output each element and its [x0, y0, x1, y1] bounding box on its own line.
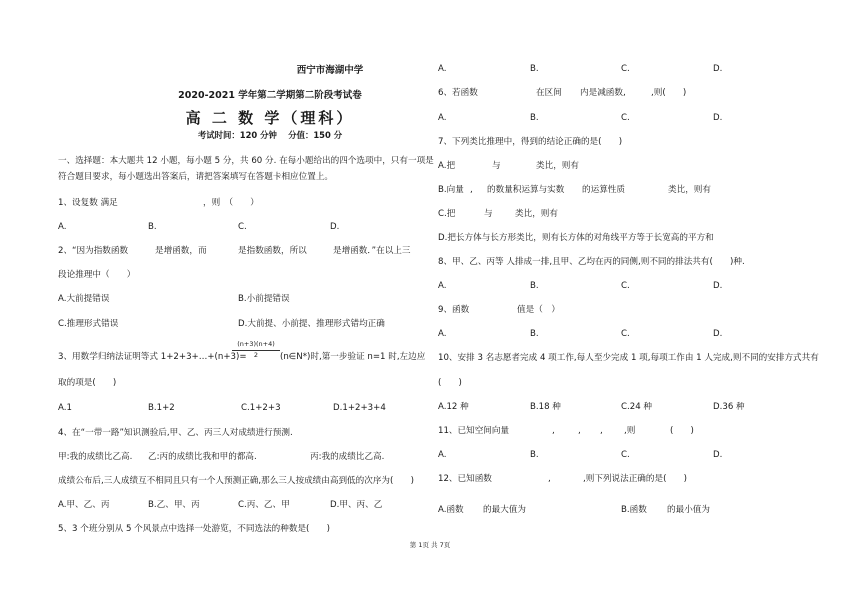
- q5-option-c: C.: [621, 64, 630, 74]
- q9-part1: 9、函数: [438, 305, 470, 315]
- q4-option-b: B.乙、甲、丙: [148, 500, 200, 510]
- q8-option-a: A.: [438, 281, 447, 291]
- q10-option-c: C.24 种: [621, 402, 652, 412]
- q4-line2-part1: 甲:我的成绩比乙高.: [58, 452, 133, 462]
- q7-option-b-part1: B.向量: [438, 185, 464, 195]
- q12-part2: ,: [548, 474, 551, 484]
- q5-option-d: D.: [713, 64, 723, 74]
- exam-title: 2020-2021 学年第二学期第二阶段考试卷: [178, 90, 362, 101]
- q5-option-a: A.: [438, 64, 447, 74]
- q1-option-b: B.: [148, 222, 157, 232]
- q7-option-c-part2: 与: [484, 209, 493, 219]
- q1-option-a: A.: [58, 222, 67, 232]
- exam-info: 考试时间：120 分钟 分值：150 分: [197, 130, 343, 140]
- q6-part2: 在区间: [536, 88, 562, 98]
- q3-option-d: D.1+2+3+4: [333, 403, 386, 413]
- q2-line1-part1: 2、“因为指数函数: [58, 246, 129, 256]
- q8-option-d: D.: [713, 281, 723, 291]
- section-intro-line2: 符合题目要求，每小题选出答案后，请把答案填写在答题卡相应位置上。: [58, 172, 334, 182]
- q3-option-b: B.1+2: [148, 403, 175, 413]
- q6-part4: ,则( ): [651, 88, 687, 98]
- q12-option-a-part2: 的最大值为: [483, 505, 526, 515]
- q11-option-c: C.: [621, 450, 630, 460]
- q12-option-a-part1: A.函数: [438, 505, 464, 515]
- q10-option-d: D.36 种: [713, 402, 745, 412]
- q4-option-a: A.甲、乙、丙: [58, 500, 110, 510]
- q11-option-b: B.: [530, 450, 539, 460]
- q12-option-b-part2: 的最小值为: [667, 505, 710, 515]
- q9-part2: 值是（ ）: [517, 305, 560, 315]
- q7-option-d: D.把长方体与长方形类比，则有长方体的对角线平方等于长宽高的平方和: [438, 233, 714, 243]
- q1-option-d: D.: [330, 222, 340, 232]
- q4-line2-part2: 乙:丙的成绩比我和甲的都高.: [148, 452, 257, 462]
- q1-stem: 1、设复数 满足: [58, 198, 118, 208]
- q6-option-c: C.: [621, 113, 630, 123]
- q11-part2: ,: [552, 426, 555, 436]
- q2-option-c: C.推理形式错误: [58, 319, 119, 329]
- q2-line1-part3: 是指数函数，所以: [238, 246, 307, 256]
- q3-fraction-denominator: 2: [253, 351, 259, 359]
- page-number: 第 1页 共 7页: [409, 541, 451, 549]
- q3-option-a: A.1: [58, 403, 72, 413]
- q2-line2: 段论推理中（ ）: [58, 270, 136, 280]
- q11-option-a: A.: [438, 450, 447, 460]
- q2-line1-part4: 是增函数．”在以上三: [333, 246, 411, 256]
- q5-stem: 5、3 个班分别从 5 个风景点中选择一处游览，不同选法的种数是( ): [58, 524, 330, 534]
- q4-line2-part3: 丙:我的成绩比乙高.: [310, 452, 385, 462]
- q2-option-d: D.大前提、小前提、推理形式错均正确: [238, 319, 385, 329]
- q8-option-b: B.: [530, 281, 539, 291]
- q9-option-b: B.: [530, 329, 539, 339]
- q2-option-b: B.小前提错误: [238, 294, 290, 304]
- q6-option-b: B.: [530, 113, 539, 123]
- q11-part5: ,则: [624, 426, 636, 436]
- q7-option-b-part5: 类比，则有: [668, 185, 711, 195]
- q9-option-d: D.: [713, 329, 723, 339]
- q10-option-b: B.18 种: [530, 402, 561, 412]
- q10-option-a: A.12 种: [438, 402, 469, 412]
- q10-line2: ( ): [438, 378, 462, 388]
- q11-part1: 11、已知空间向量: [438, 426, 510, 436]
- q6-option-a: A.: [438, 113, 447, 123]
- q4-line1: 4、在“一带一路”知识测验后,甲、乙、丙三人对成绩进行预测.: [58, 428, 293, 438]
- q3-fraction-numerator: (n+3)(n+4): [237, 340, 275, 348]
- q11-part3: ,: [578, 426, 581, 436]
- q12-part1: 12、已知函数: [438, 474, 492, 484]
- q3-stem: 3、用数学归纳法证明等式 1+2+3+…+(n+3)=: [58, 352, 247, 362]
- q7-option-b-part2: ,: [470, 185, 473, 195]
- q8-stem: 8、甲、乙、丙等 人排成一排,且甲、乙均在丙的同侧,则不同的排法共有( )种.: [438, 257, 745, 267]
- q9-option-a: A.: [438, 329, 447, 339]
- q1-tail: ，则 （ ）: [203, 198, 259, 208]
- q8-option-c: C.: [621, 281, 630, 291]
- q11-part4: ,: [600, 426, 603, 436]
- q7-option-a-part2: 与: [492, 161, 501, 171]
- q7-option-b-part3: 的数量积运算与实数: [487, 185, 565, 195]
- q6-part1: 6、若函数: [438, 88, 478, 98]
- q4-option-c: C.丙、乙、甲: [238, 500, 290, 510]
- q6-option-d: D.: [713, 113, 723, 123]
- q3-tail: (n∈N*)时,第一步验证 n=1 时,左边应: [280, 352, 426, 362]
- q3-option-c: C.1+2+3: [241, 403, 281, 413]
- q7-option-a-part1: A.把: [438, 161, 456, 171]
- q2-option-a: A.大前提错误: [58, 294, 110, 304]
- q7-option-a-part3: 类比，则有: [536, 161, 579, 171]
- q5-option-b: B.: [530, 64, 539, 74]
- q12-option-b-part1: B.函数: [621, 505, 647, 515]
- q11-part6: ( ): [670, 426, 694, 436]
- q1-option-c: C.: [238, 222, 247, 232]
- q9-option-c: C.: [621, 329, 630, 339]
- q4-option-d: D.甲、丙、乙: [330, 500, 383, 510]
- school-name: 西宁市海湖中学: [296, 65, 364, 76]
- q7-option-b-part4: 的运算性质: [582, 185, 625, 195]
- q10-line1: 10、安排 3 名志愿者完成 4 项工作,每人至少完成 1 项,每项工作由 1 人完成,则不同的安排方式共有: [438, 353, 819, 363]
- q11-option-d: D.: [713, 450, 723, 460]
- q2-line1-part2: 是增函数，而: [155, 246, 207, 256]
- q12-part3: ,则下列说法正确的是( ): [583, 474, 687, 484]
- section-intro-line1: 一、选择题：本大题共 12 小题，每小题 5 分，共 60 分. 在每小题给出的四个选项中，只有一项是: [58, 156, 434, 166]
- q3-line2: 取的项是( ): [58, 378, 117, 388]
- q7-option-c-part1: C.把: [438, 209, 456, 219]
- q7-stem: 7、下列类比推理中，得到的结论正确的是( ): [438, 137, 623, 147]
- q6-part3: 内是减函数,: [580, 88, 626, 98]
- q4-line3: 成绩公布后,三人成绩互不相同且只有一个人预测正确,那么三人按成绩由高到低的次序为( ): [58, 476, 414, 486]
- q7-option-c-part3: 类比，则有: [515, 209, 558, 219]
- subject-title: 高 二 数 学（理科）: [185, 109, 355, 127]
